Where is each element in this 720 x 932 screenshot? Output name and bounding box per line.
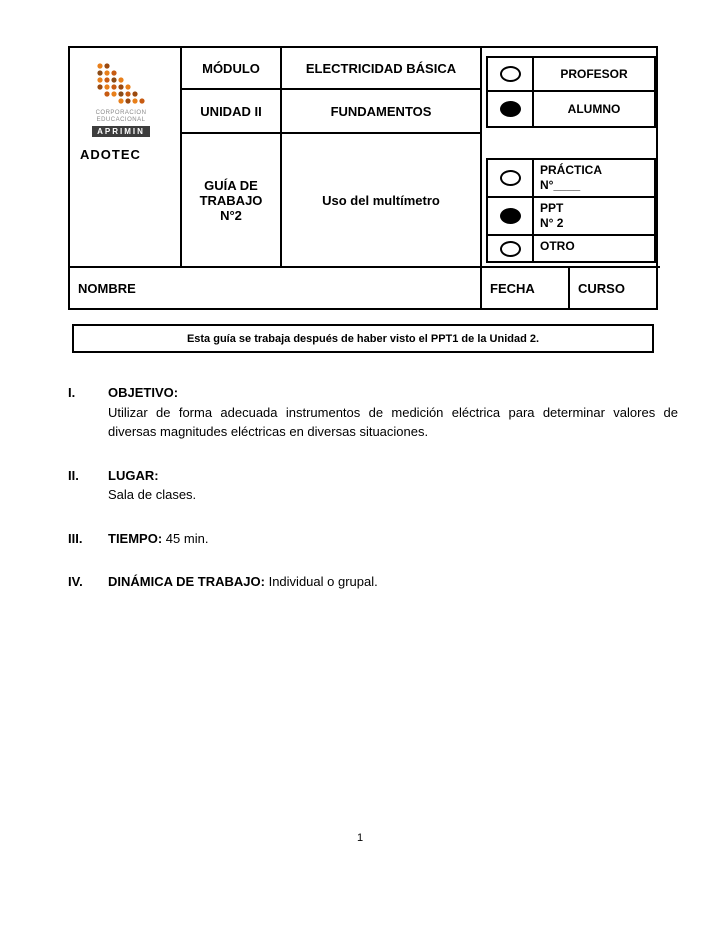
- profesor-circle-cell: [488, 58, 534, 90]
- fecha-field: FECHA: [482, 268, 570, 308]
- option-practica: [488, 160, 654, 198]
- section-text: Individual o grupal.: [268, 574, 378, 589]
- section-content: [108, 383, 678, 442]
- alumno-label-cell: [534, 92, 654, 126]
- profesor-label: PROFESOR: [560, 66, 628, 81]
- section-numeral: I.: [68, 385, 76, 400]
- section-lugar: [68, 466, 678, 505]
- ppt-label-cell: [534, 198, 654, 234]
- practica-circle-cell: [488, 160, 534, 196]
- role-options-box: [486, 56, 656, 128]
- guide-value: Uso del multímetro: [282, 134, 482, 268]
- section-dinamica: [68, 572, 678, 592]
- section-numeral: III.: [68, 530, 83, 546]
- otro-checkbox-icon: [500, 241, 521, 257]
- practica-label: PRÁCTICA: [540, 163, 602, 177]
- practica-sub: N°____: [540, 178, 581, 192]
- curso-field: CURSO: [578, 280, 625, 296]
- section-objetivo: [68, 383, 678, 442]
- profesor-label-cell: [534, 58, 654, 90]
- page-number: 1: [356, 832, 364, 844]
- section-title: LUGAR:: [108, 467, 159, 483]
- type-options-box: [486, 158, 656, 263]
- section-text: 45 min.: [165, 530, 209, 546]
- ppt-sub: N° 2: [540, 216, 564, 230]
- option-otro: [488, 236, 654, 261]
- section-text: Sala de clases.: [108, 487, 197, 502]
- otro-label: OTRO: [540, 239, 575, 253]
- module-label: MÓDULO: [182, 48, 282, 90]
- otro-circle-cell: [488, 236, 534, 261]
- section-content: [108, 529, 678, 549]
- guide-label: GUÍA DE TRABAJO N°2: [182, 134, 282, 268]
- logo-brand: APRIMIN: [92, 126, 150, 137]
- notice-banner: Esta guía se trabaja después de haber visto el PPT1 de la Unidad 2.: [72, 324, 654, 353]
- profesor-checkbox-icon: [500, 66, 521, 82]
- practica-checkbox-icon: [500, 170, 521, 186]
- option-ppt: [488, 198, 654, 236]
- nombre-field: NOMBRE: [70, 268, 482, 308]
- section-numeral: II.: [68, 467, 79, 483]
- section-numeral: IV.: [68, 574, 83, 589]
- section-title: TIEMPO:: [108, 530, 163, 546]
- logo-cell: [70, 48, 182, 268]
- unit-label: UNIDAD II: [182, 90, 282, 134]
- alumno-checkbox-icon: [500, 101, 521, 117]
- options-panel: [482, 48, 660, 268]
- logo-org-line2: EDUCACIONAL: [96, 117, 146, 123]
- ppt-circle-cell: [488, 198, 534, 234]
- section-text: Utilizar de forma adecuada instrumentos de medición eléctrica para determinar valores de diversas magnitudes eléctricas en diversas situaciones.: [108, 404, 678, 439]
- aprimin-dots-icon: [88, 62, 154, 110]
- module-value: ELECTRICIDAD BÁSICA: [282, 48, 482, 90]
- alumno-label: ALUMNO: [567, 101, 621, 116]
- option-alumno: [488, 92, 654, 126]
- practica-label-cell: [534, 160, 654, 196]
- ppt-checkbox-icon: [500, 208, 521, 224]
- section-tiempo: [68, 529, 678, 549]
- section-title: DINÁMICA DE TRABAJO:: [108, 574, 265, 589]
- logo-org-line1: CORPORACION: [95, 110, 147, 116]
- ppt-label: PPT: [540, 201, 564, 215]
- section-title: OBJETIVO:: [108, 385, 179, 400]
- document-body: [68, 383, 678, 616]
- alumno-circle-cell: [488, 92, 534, 126]
- logo-name: ADOTEC: [80, 147, 141, 162]
- unit-value: FUNDAMENTOS: [282, 90, 482, 134]
- otro-label-cell: [534, 236, 654, 261]
- aprimin-logo: [88, 62, 154, 137]
- header-table: [68, 46, 658, 310]
- section-content: [108, 466, 678, 505]
- section-content: [108, 572, 678, 592]
- option-profesor: [488, 58, 654, 92]
